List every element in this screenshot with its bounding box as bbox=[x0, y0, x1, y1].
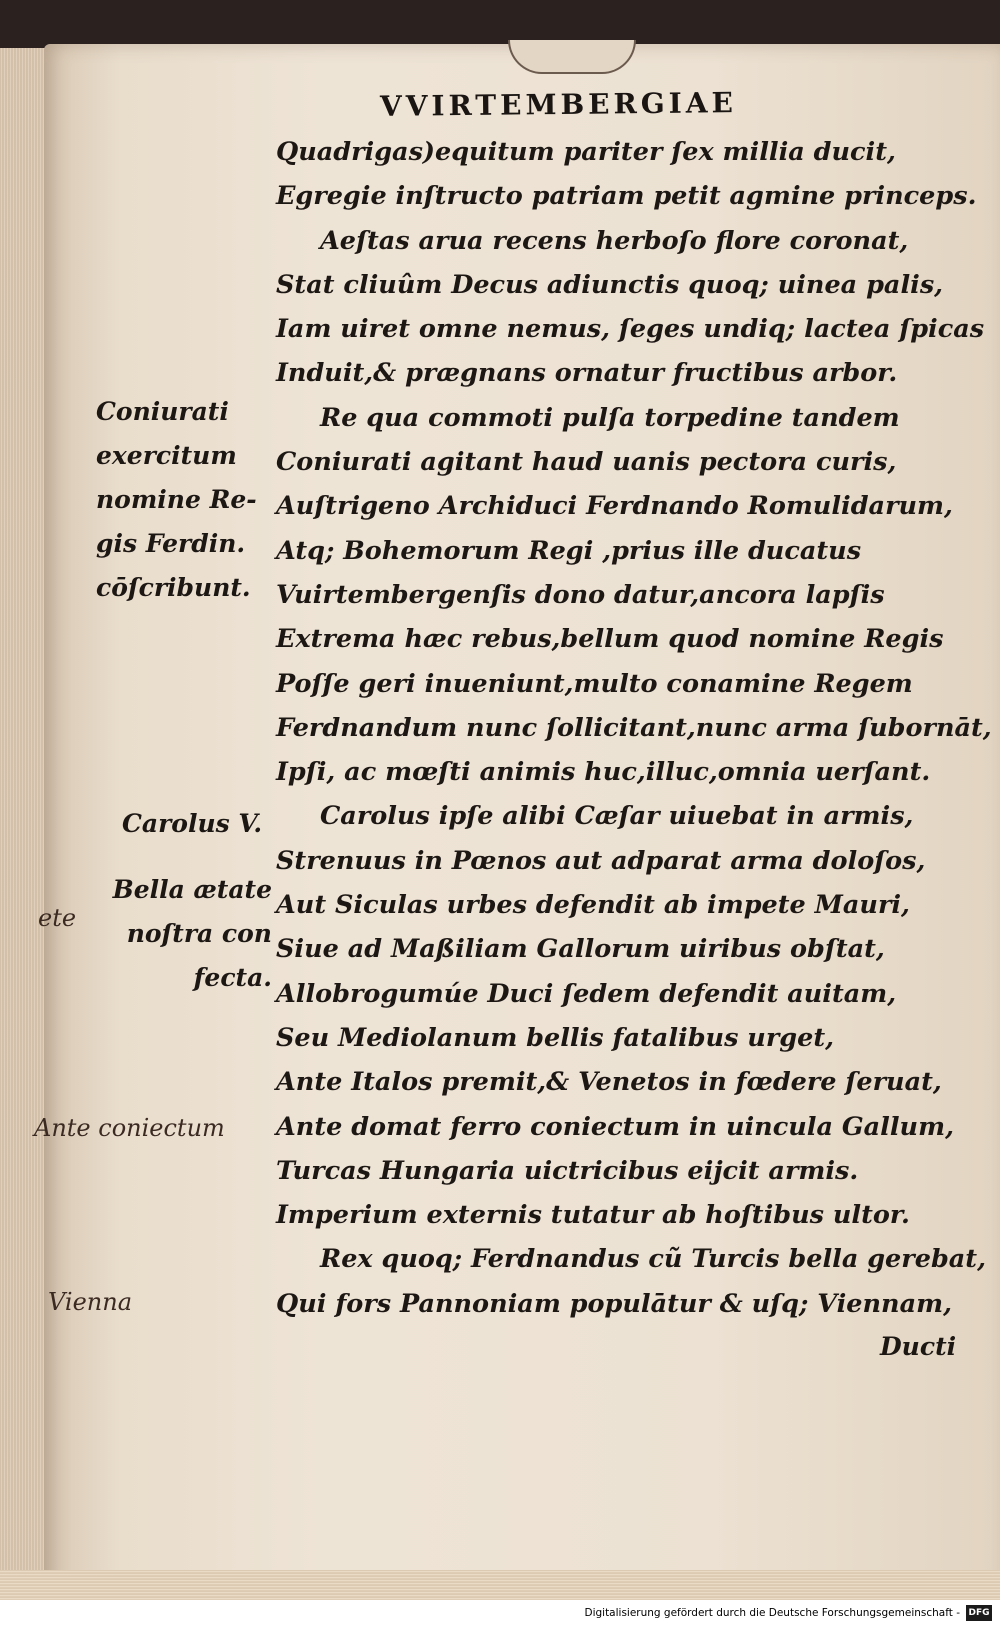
verse-line: Rex quoq; Ferdnandus cũ Turcis bella gerebat, bbox=[320, 1244, 986, 1275]
verse-line: Egregie inſtructo patriam petit agmine princeps. bbox=[276, 181, 977, 212]
verse-line: Imperium externis tutatur ab hoſtibus ultor. bbox=[276, 1200, 910, 1231]
verse-line: Vuirtembergenſis dono datur,ancora lapſis bbox=[276, 579, 885, 610]
handwritten-note-ete: ete bbox=[38, 904, 77, 932]
margin-note-line: Bella ætate bbox=[112, 875, 272, 904]
margin-note-line: Coniurati bbox=[96, 397, 229, 426]
margin-note-line: fecta. bbox=[193, 963, 272, 992]
verse-line: Auſtrigeno Archiduci Ferdnando Romulidarum, bbox=[276, 491, 953, 522]
verse-line: Carolus ipſe alibi Cæſar uiuebat in armis, bbox=[320, 801, 914, 832]
verse-line: Strenuus in Pœnos aut adparat arma doloſos, bbox=[276, 845, 926, 876]
verse-line: Poſſe geri inueniunt,multo conamine Regem bbox=[276, 668, 913, 699]
verse-line: Aut Siculas urbes defendit ab impete Mauri, bbox=[276, 890, 910, 921]
verse-line: Turcas Hungaria uictricibus eijcit armis. bbox=[276, 1155, 859, 1186]
verse-line: Re qua commoti pulſa torpedine tandem bbox=[320, 402, 900, 433]
verse-line: Induit,& prægnans ornatur fructibus arbor. bbox=[276, 358, 898, 389]
margin-note-line: nomine Re- bbox=[96, 485, 257, 514]
verse-line: Ferdnandum nunc ſollicitant,nunc arma ſubornāt, bbox=[276, 712, 992, 743]
verse-line: Allobrogumúe Duci ſedem defendit auitam, bbox=[276, 978, 897, 1009]
verse-line: Extrema hæc rebus,bellum quod nomine Regis bbox=[276, 624, 944, 655]
verse-line: Iam uiret omne nemus, ſeges undiq; lactea ſpicas bbox=[276, 314, 985, 345]
verse-block bbox=[276, 130, 992, 1326]
verse-line: Ante domat ferro coniectum in uincula Gallum, bbox=[276, 1111, 954, 1142]
margin-note-line: exercitum bbox=[96, 441, 237, 470]
verse-line: Seu Mediolanum bellis fatalibus urget, bbox=[276, 1022, 834, 1053]
verse-line: Quadrigas)equitum pariter ſex millia ducit, bbox=[276, 137, 896, 167]
page-stack-bottom bbox=[0, 1570, 1000, 1600]
verse-line: Atq; Bohemorum Regi ,prius ille ducatus bbox=[276, 535, 862, 566]
verse-line: Qui fors Pannoniam populātur & uſq; Viennam, bbox=[276, 1288, 952, 1319]
footer-credit: Digitalisierung gefördert durch die Deutsche Forschungsgemeinschaft - bbox=[584, 1607, 960, 1619]
verse-line: Coniurati agitant haud uanis pectora curis, bbox=[276, 447, 897, 478]
handwritten-note-ante: Ante coniectum bbox=[34, 1114, 225, 1142]
verse-line: Siue ad Maßiliam Gallorum uiribus obſtat, bbox=[276, 934, 885, 965]
dfg-logo: DFG bbox=[966, 1605, 992, 1621]
verse-line: Ipſi, ac mœſti animis huc,illuc,omnia uerſant. bbox=[276, 757, 931, 788]
verse-line: Stat cliuûm Decus adiunctis quoq; uinea palis, bbox=[276, 269, 944, 300]
margin-note-bella bbox=[104, 868, 272, 1000]
verse-line: Aeſtas arua recens herboſo flore coronat, bbox=[320, 225, 909, 256]
page-clip bbox=[508, 40, 636, 74]
footer-bar bbox=[0, 1600, 1000, 1629]
margin-note-carolus: Carolus V. bbox=[122, 809, 263, 838]
handwritten-note-vienna: Vienna bbox=[48, 1288, 133, 1316]
verse-line: Ante Italos premit,& Venetos in fœdere ſeruat, bbox=[276, 1067, 942, 1098]
margin-note-line: noſtra con bbox=[126, 919, 272, 948]
running-head: VVIRTEMBERGIAE bbox=[379, 86, 738, 123]
margin-note-coniurati bbox=[96, 390, 257, 610]
margin-note-line: gis Ferdin. bbox=[96, 529, 246, 558]
catchword: Ducti bbox=[880, 1332, 957, 1361]
margin-note-line: cōſcribunt. bbox=[96, 573, 251, 602]
